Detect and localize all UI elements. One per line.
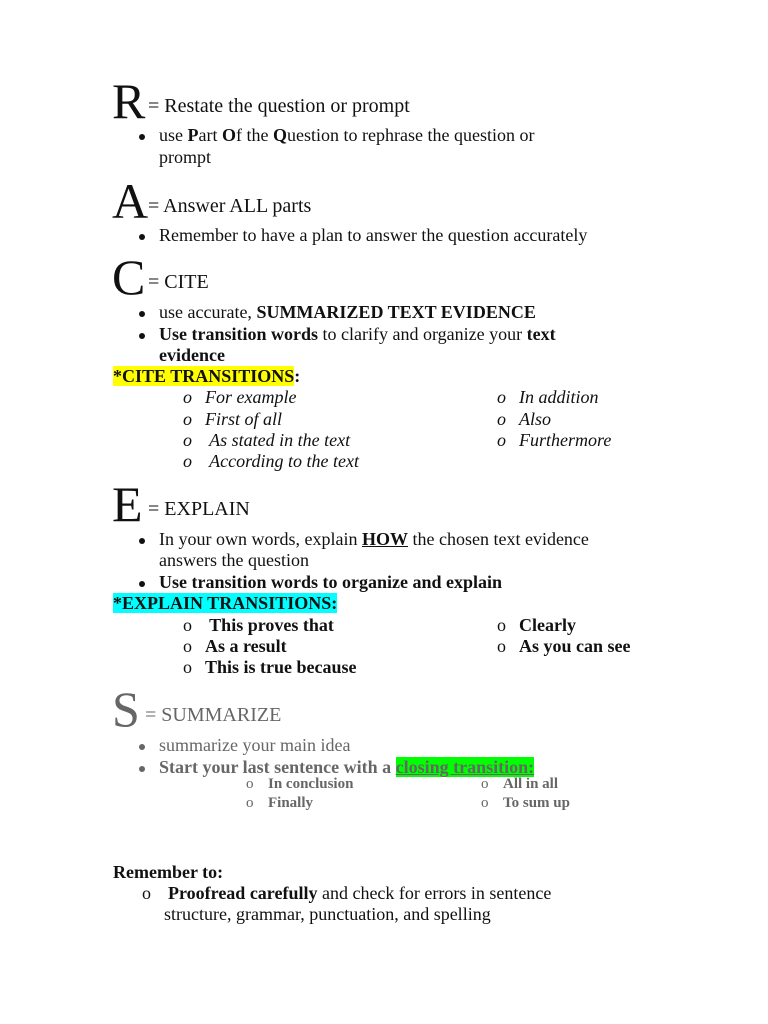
bullet-dot <box>139 581 145 587</box>
s-heading: = SUMMARIZE <box>145 704 282 726</box>
bullet-dot <box>139 311 145 317</box>
bullet-dot <box>139 744 145 750</box>
r-heading: = Restate the question or prompt <box>148 95 410 117</box>
explain-left-item: o This proves that <box>183 615 334 635</box>
e-bullet-1: In your own words, explain HOW the chosen text evidence <box>159 529 589 549</box>
r-bullet: use Part Of the Question to rephrase the question or <box>159 125 535 145</box>
cite-right-item: o In addition <box>497 387 599 407</box>
c-bullet-2: Use transition words to clarify and organize your text <box>159 324 556 344</box>
a-heading: = Answer ALL parts <box>148 195 312 217</box>
a-letter: A <box>112 173 149 229</box>
e-letter: E <box>112 476 143 532</box>
explain-right-item: o Clearly <box>497 615 576 635</box>
cite-right-item: o Furthermore <box>497 430 612 450</box>
bullet-dot <box>139 134 145 140</box>
c-bullet-2-cont: evidence <box>159 345 225 365</box>
c-bullet-1: use accurate, SUMMARIZED TEXT EVIDENCE <box>159 302 536 322</box>
summary-right-item: o To sum up <box>481 795 570 811</box>
s-bullet-2: Start your last sentence with a closing transition: <box>159 757 535 777</box>
r-bullet-cont: prompt <box>159 147 211 167</box>
summary-left-item: o In conclusion <box>246 776 354 792</box>
s-letter: S <box>112 681 140 737</box>
r-letter: R <box>112 73 146 129</box>
a-bullet: Remember to have a plan to answer the question accurately <box>159 225 588 245</box>
explain-right-item: o As you can see <box>497 636 631 656</box>
remember-item-cont: structure, grammar, punctuation, and spelling <box>164 904 491 924</box>
cite-left-item: o First of all <box>183 409 283 429</box>
s-bullet-1: summarize your main idea <box>159 735 351 755</box>
bullet-dot <box>139 333 145 339</box>
bullet-dot <box>139 766 145 772</box>
c-heading: = CITE <box>148 271 209 293</box>
cite-transitions-label: *CITE TRANSITIONS: <box>113 366 301 386</box>
e-bullet-2: Use transition words to organize and explain <box>159 572 503 592</box>
e-heading: = EXPLAIN <box>148 498 250 520</box>
bullet-dot <box>139 234 145 240</box>
e-bullet-1-cont: answers the question <box>159 550 309 570</box>
summary-left-item: o Finally <box>246 795 314 811</box>
summary-right-item: o All in all <box>481 776 559 792</box>
remember-title: Remember to: <box>113 862 224 882</box>
cite-left-item: o As stated in the text <box>183 430 351 450</box>
cite-right-item: o Also <box>497 409 552 429</box>
cite-left-item: o According to the text <box>183 451 359 471</box>
explain-left-item: o As a result <box>183 636 287 656</box>
cite-left-item: o For example <box>183 387 297 407</box>
remember-item: o Proofread carefully and check for errors in sentence <box>142 883 552 903</box>
explain-transitions-label: *EXPLAIN TRANSITIONS: <box>113 593 338 613</box>
explain-left-item: o This is true because <box>183 657 357 677</box>
bullet-dot <box>139 538 145 544</box>
c-letter: C <box>112 249 146 305</box>
